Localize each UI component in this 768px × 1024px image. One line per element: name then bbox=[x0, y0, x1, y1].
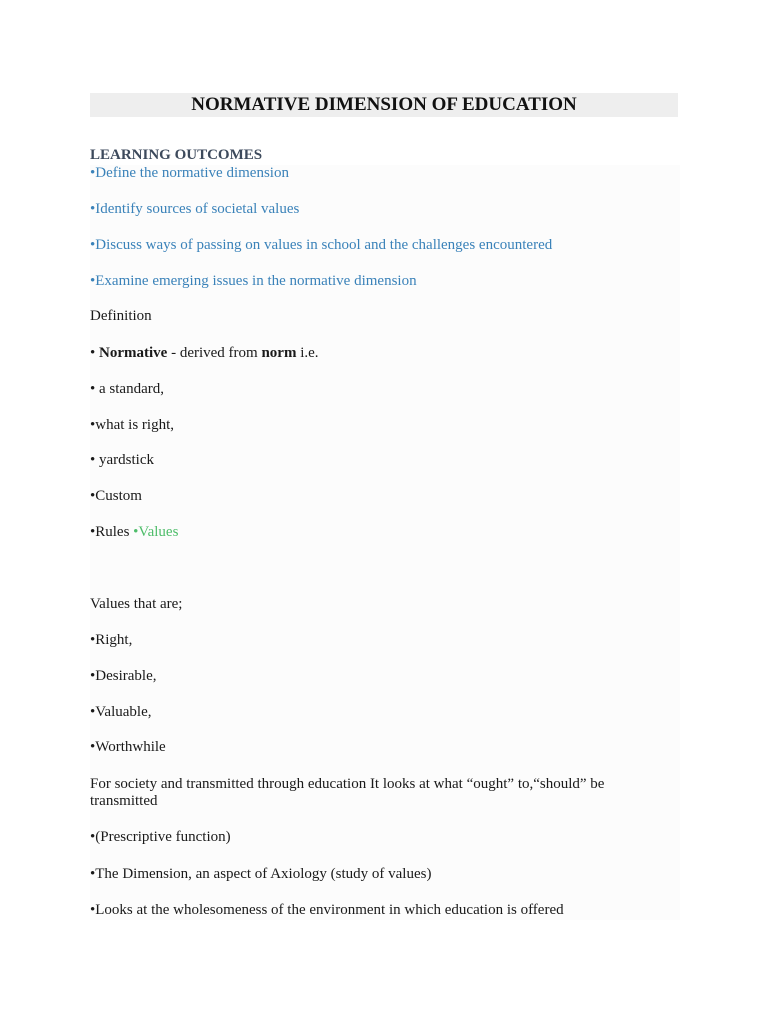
definition-item: •Custom bbox=[90, 488, 142, 504]
outcome-item: •Discuss ways of passing on values in school and the challenges encountered bbox=[90, 237, 553, 253]
value-item: •Right, bbox=[90, 632, 133, 648]
value-item: •Desirable, bbox=[90, 668, 157, 684]
rules-values-line bbox=[90, 524, 178, 541]
definition-item: •what is right, bbox=[90, 417, 174, 433]
definition-item: • yardstick bbox=[90, 452, 154, 468]
definition-item: • a standard, bbox=[90, 381, 164, 397]
value-item: •Valuable, bbox=[90, 704, 152, 720]
rules-item: •Rules bbox=[90, 524, 134, 540]
values-intro: Values that are; bbox=[90, 596, 183, 612]
values-item: •Values bbox=[133, 524, 179, 540]
bullet: • bbox=[90, 345, 100, 361]
value-point: •The Dimension, an aspect of Axiology (study of values) bbox=[90, 866, 432, 882]
value-item: •Worthwhile bbox=[90, 739, 166, 755]
value-point: •(Prescriptive function) bbox=[90, 829, 231, 845]
normative-term: Normative bbox=[99, 345, 168, 361]
outcome-item: •Define the normative dimension bbox=[90, 165, 289, 181]
definition-text: - derived from bbox=[167, 345, 262, 361]
page-title: NORMATIVE DIMENSION OF EDUCATION bbox=[90, 93, 678, 117]
norm-term: norm bbox=[261, 345, 297, 361]
outcome-item: •Identify sources of societal values bbox=[90, 201, 300, 217]
definition-text-end: i.e. bbox=[296, 345, 319, 361]
learning-outcomes-heading: LEARNING OUTCOMES bbox=[90, 147, 263, 163]
outcome-item: •Examine emerging issues in the normative dimension bbox=[90, 273, 417, 289]
values-paragraph: For society and transmitted through education It looks at what “ought” to,“should” be transmitted bbox=[90, 776, 605, 809]
normative-definition-line bbox=[90, 345, 319, 362]
value-point: •Looks at the wholesomeness of the environment in which education is offered bbox=[90, 902, 564, 918]
definition-heading: Definition bbox=[90, 308, 152, 324]
